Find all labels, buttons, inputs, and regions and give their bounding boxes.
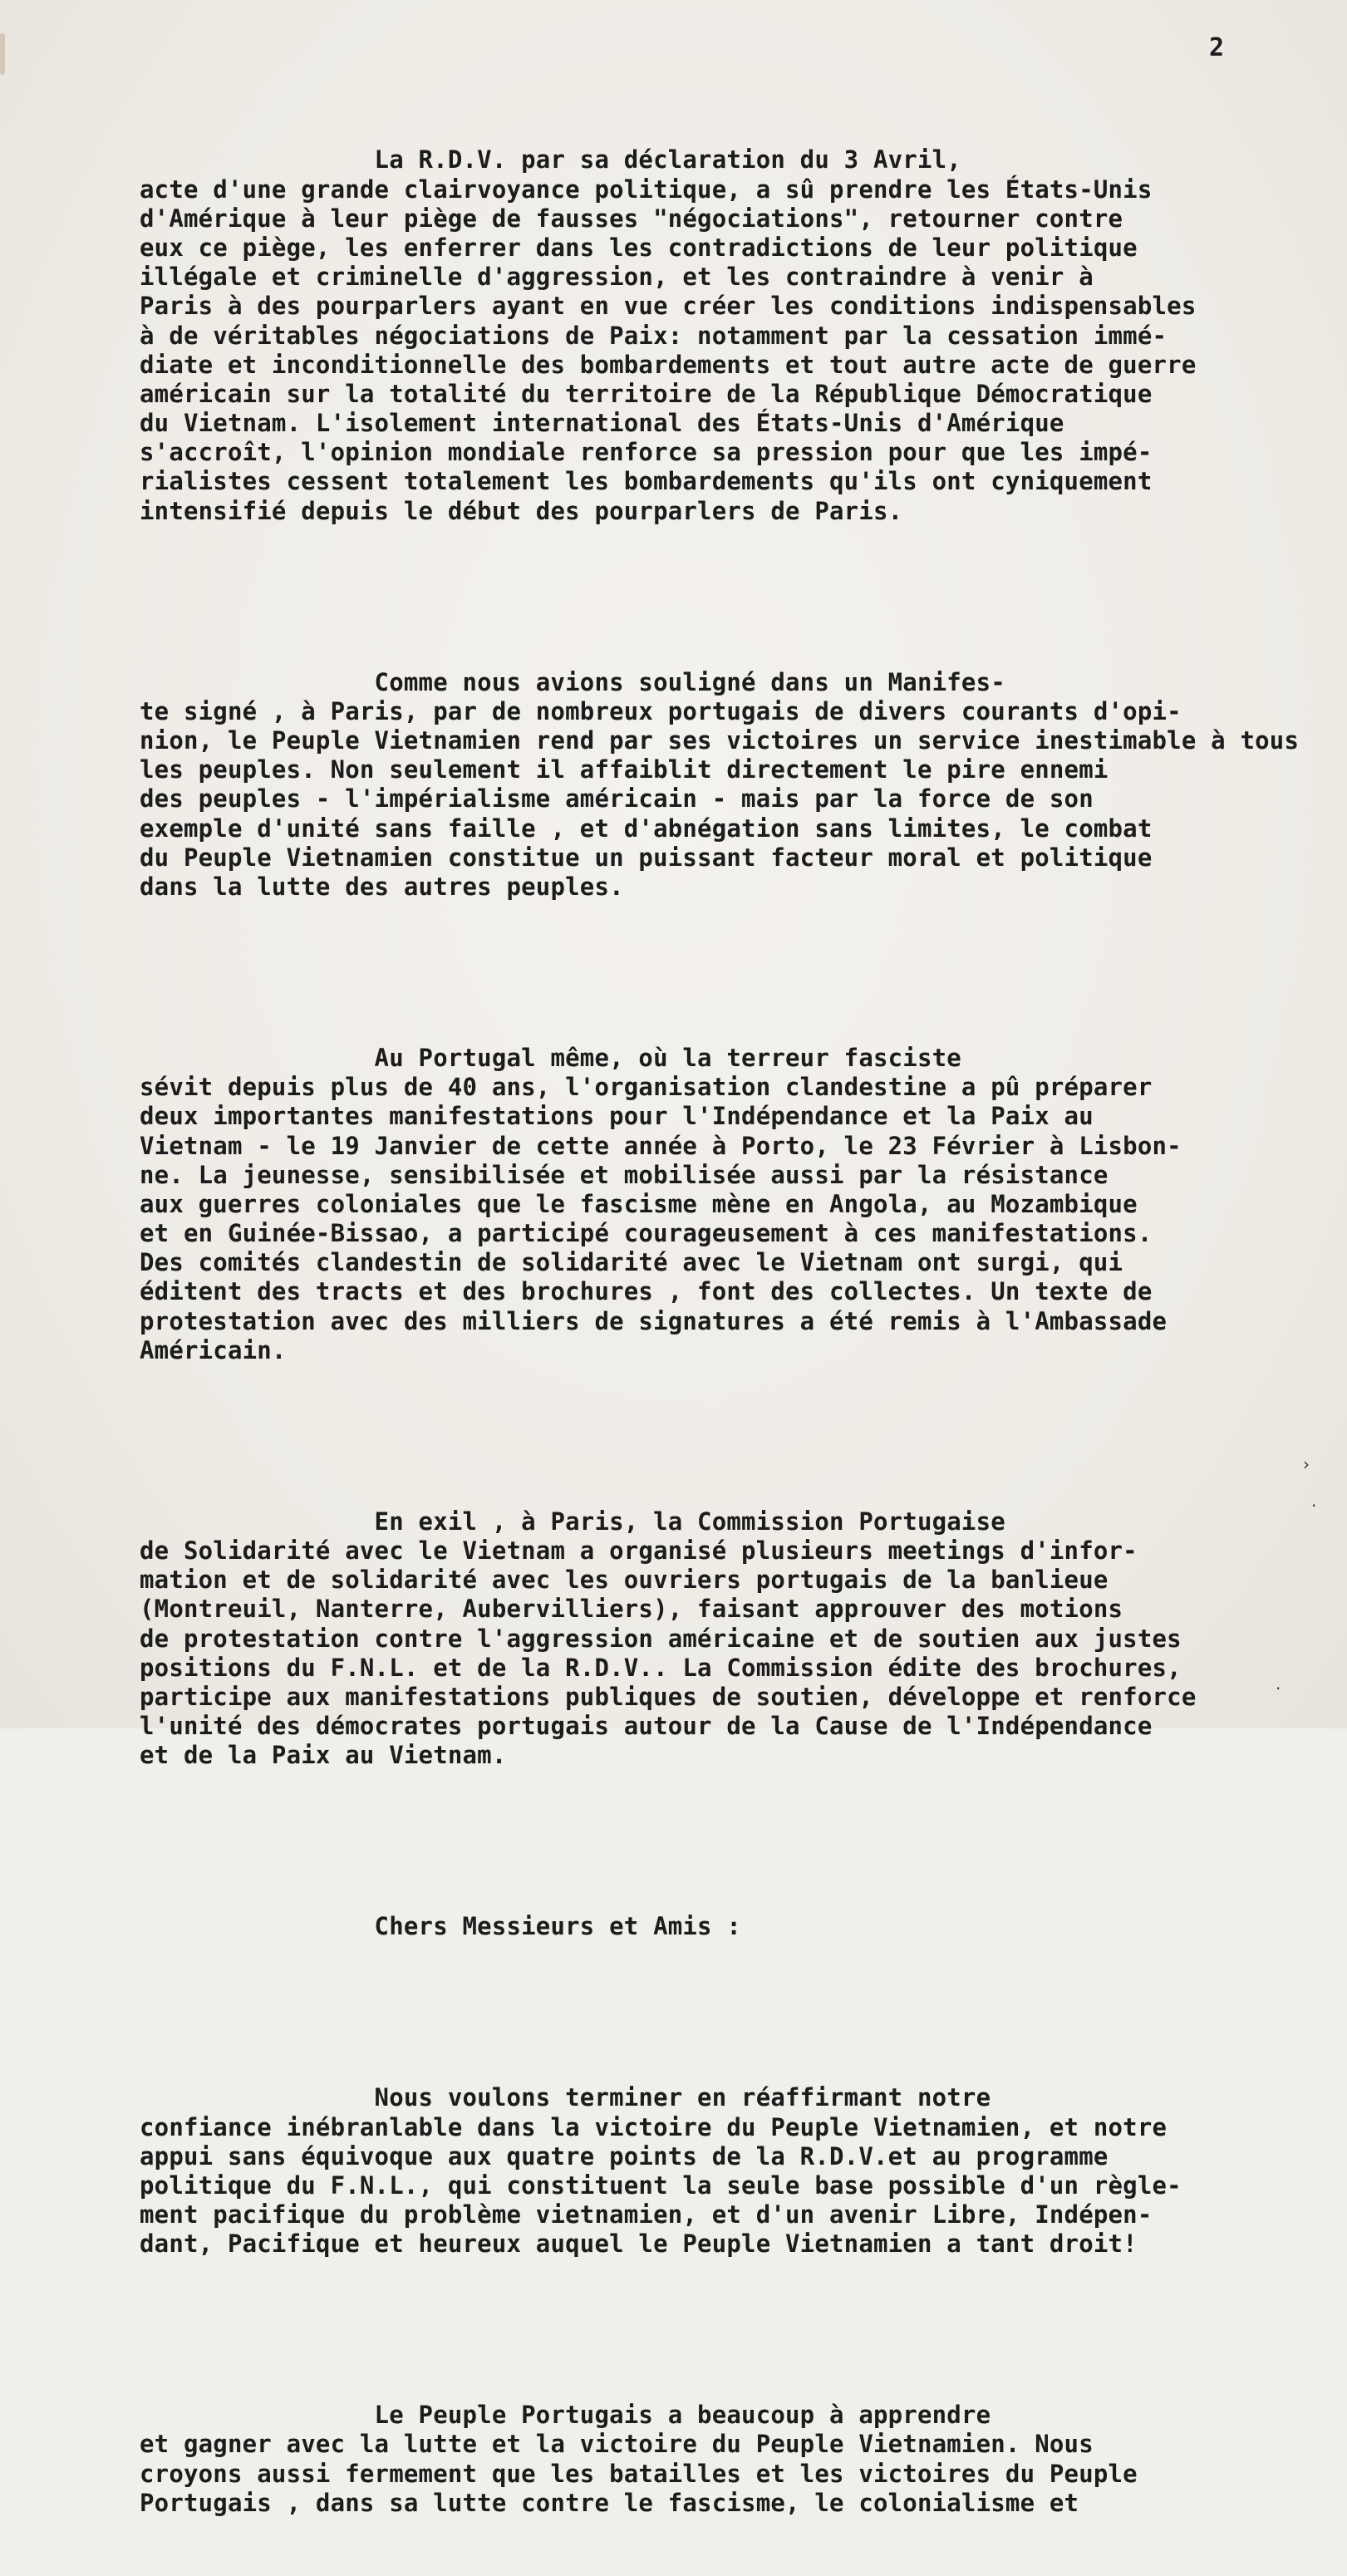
text-line: La R.D.V. par sa déclaration du 3 Avril, (140, 145, 961, 175)
text-line: à de véritables négociations de Paix: notamment par la cessation immé- (140, 321, 1168, 350)
paragraph-gap (140, 1829, 1320, 1854)
text-line: mation et de solidarité avec les ouvriers portugais de la banlieue (140, 1566, 1109, 1595)
text-line: et en Guinée-Bissao, a participé courageusement à ces manifestations. (140, 1219, 1153, 1248)
text-line: américain sur la totalité du territoire de la République Démocratique (140, 379, 1153, 408)
text-line: intensifié depuis le début des pourparlers de Paris. (140, 496, 903, 525)
text-line: ne. La jeunesse, sensibilisée et mobilisée aussi par la résistance (140, 1160, 1109, 1189)
paragraph-confidence (140, 2083, 1320, 2259)
text-line: et de la Paix au Vietnam. (140, 1741, 507, 1770)
text-line: Au Portugal même, où la terreur fasciste (140, 1043, 961, 1072)
text-line: participe aux manifestations publiques de soutien, développe et renforce (140, 1682, 1197, 1711)
paragraph-gap (140, 961, 1320, 986)
text-line: Chers Messieurs et Amis : (140, 1912, 742, 1941)
page-number: 2 (1209, 33, 1225, 62)
text-line: Le Peuple Portugais a beaucoup à apprendre (140, 2401, 991, 2430)
text-line: Vietnam - le 19 Janvier de cette année à Porto, le 23 Février à Lisbon- (140, 1131, 1182, 1160)
text-line: s'accroît, l'opinion mondiale renforce sa pression pour que les impé- (140, 438, 1153, 467)
text-line: En exil , à Paris, la Commission Portugaise (140, 1507, 1005, 1536)
text-line: positions du F.N.L. et de la R.D.V.. La Commission édite des brochures, (140, 1653, 1182, 1682)
margin-mark: · (1311, 1496, 1317, 1516)
text-line: de protestation contre l'aggression américaine et de soutien aux justes (140, 1624, 1182, 1653)
text-line: appui sans équivoque aux quatre points de la R.D.V.et au programme (140, 2141, 1109, 2170)
text-line: Des comités clandestin de solidarité avec le Vietnam ont surgi, qui (140, 1248, 1123, 1277)
text-line: eux ce piège, les enferrer dans les contradictions de leur politique (140, 233, 1138, 262)
paragraph-portugal (140, 1044, 1320, 1365)
text-line: éditent des tracts et des brochures , font des collectes. Un texte de (140, 1277, 1153, 1306)
text-line: (Montreuil, Nanterre, Aubervilliers), faisant approuver des motions (140, 1595, 1123, 1624)
text-line: aux guerres coloniales que le fascisme mène en Angola, au Mozambique (140, 1189, 1138, 1218)
text-line: acte d'une grande clairvoyance politique, a sû prendre les États-Unis (140, 175, 1153, 204)
text-line: dans la lutte des autres peuples. (140, 872, 624, 901)
text-line: nion, le Peuple Vietnamien rend par ses victoires un service inestimable à tous (140, 726, 1300, 755)
text-line: dant, Pacifique et heureux auquel le Peuple Vietnamien a tant droit! (140, 2229, 1138, 2259)
paragraph-gap (140, 1423, 1320, 1448)
text-line: l'unité des démocrates portugais autour de la Cause de l'Indépendance (140, 1712, 1153, 1741)
text-line: ment pacifique du problème vietnamien, et d'un avenir Libre, Indépen- (140, 2200, 1153, 2229)
text-line: du Vietnam. L'isolement international des États-Unis d'Amérique (140, 409, 1064, 438)
text-line: diate et inconditionnelle des bombardements et tout autre acte de guerre (140, 350, 1197, 379)
paragraph-portuguese-people (140, 2401, 1320, 2518)
text-line: d'Amérique à leur piège de fausses "négociations", retourner contre (140, 204, 1123, 233)
paragraph-gap (140, 584, 1320, 609)
text-line: sévit depuis plus de 40 ans, l'organisation clandestine a pû préparer (140, 1073, 1153, 1102)
paragraph-gap (140, 2318, 1320, 2342)
text-line: croyons aussi fermement que les batailles et les victoires du Peuple (140, 2459, 1138, 2488)
text-line: te signé , à Paris, par de nombreux portugais de divers courants d'opi- (140, 696, 1182, 725)
text-line: Nous voulons terminer en réaffirmant notre (140, 2083, 991, 2112)
text-line: confiance inébranlable dans la victoire du Peuple Vietnamien, et notre (140, 2112, 1168, 2141)
paragraph-gap (140, 2000, 1320, 2025)
text-line: illégale et criminelle d'aggression, et les contraindre à venir à (140, 263, 1094, 292)
text-line: des peuples - l'impérialisme américain - mais par la force de son (140, 784, 1094, 814)
text-line: Américain. (140, 1335, 287, 1364)
text-line: protestation avec des milliers de signatures a été remis à l'Ambassade (140, 1306, 1168, 1335)
text-line: rialistes cessent totalement les bombardements qu'ils ont cyniquement (140, 467, 1153, 496)
letter-body (140, 87, 1320, 2576)
text-line: du Peuple Vietnamien constitue un puissant facteur moral et politique (140, 843, 1153, 872)
text-line: et gagner avec la lutte et la victoire du Peuple Vietnamien. Nous (140, 2430, 1094, 2459)
paragraph-exile-paris (140, 1507, 1320, 1771)
paragraph-manifesto (140, 668, 1320, 902)
margin-mark: · (1276, 1679, 1281, 1698)
text-line: Comme nous avions souligné dans un Manifes- (140, 667, 1005, 696)
text-line: Paris à des pourparlers ayant en vue créer les conditions indispensables (140, 292, 1197, 321)
paragraph-rdv-declaration (140, 145, 1320, 525)
text-line: Portugais , dans sa lutte contre le fascisme, le colonialisme et (140, 2488, 1079, 2517)
text-line: politique du F.N.L., qui constituent la seule base possible d'un règle- (140, 2170, 1182, 2200)
salutation (140, 1912, 1320, 1941)
paper-edge-mark (0, 33, 5, 75)
text-line: exemple d'unité sans faille , et d'abnégation sans limites, le combat (140, 814, 1153, 843)
text-line: deux importantes manifestations pour l'Indépendance et la Paix au (140, 1102, 1094, 1131)
text-line: de Solidarité avec le Vietnam a organisé plusieurs meetings d'infor- (140, 1536, 1138, 1566)
text-line: les peuples. Non seulement il affaiblit directement le pire ennemi (140, 755, 1109, 784)
margin-mark: › (1303, 1454, 1310, 1474)
